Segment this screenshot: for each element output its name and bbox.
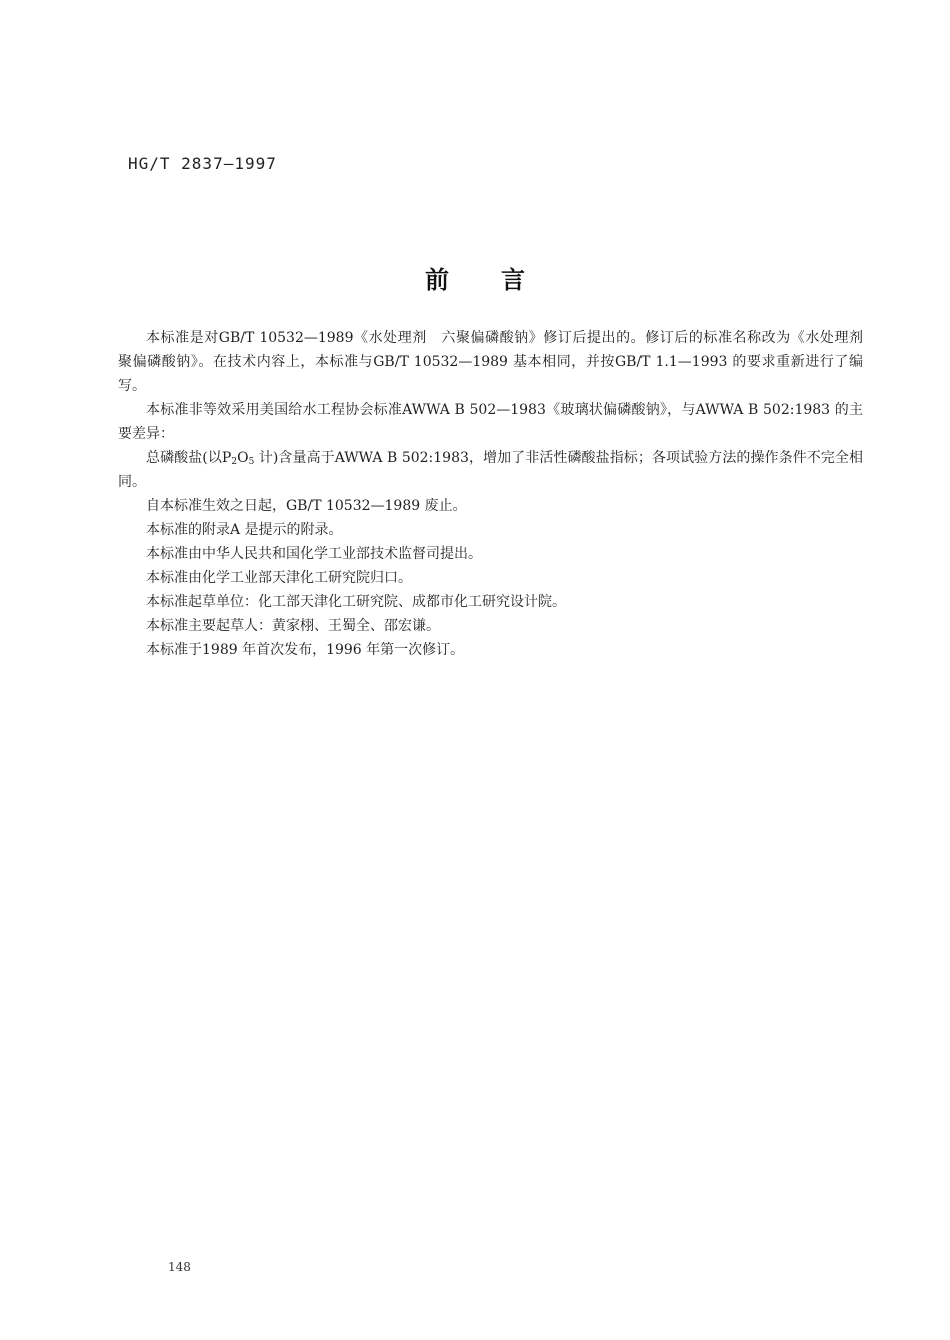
standard-code: HG/T 2837—1997 [128, 154, 277, 173]
page-title: 前言 [425, 266, 577, 294]
paragraph-proposer: 本标准由中华人民共和国化学工业部技术监督司提出。 [146, 546, 482, 562]
document-body [118, 326, 877, 662]
diff-text-pre: 总磷酸盐(以P [146, 450, 232, 466]
paragraph-appendix: 本标准的附录A 是提示的附录。 [146, 522, 343, 538]
paragraph-differences [118, 446, 863, 494]
paragraph-drafting-units: 本标准起草单位：化工部天津化工研究院、成都市化工研究设计院。 [146, 594, 566, 610]
subscript-2: 2 [231, 457, 238, 467]
paragraph-drafters: 本标准主要起草人：黄家栩、王蜀全、邵宏谦。 [146, 618, 440, 634]
diff-text-o: O [237, 450, 249, 466]
paragraph-supersede: 自本标准生效之日起，GB/T 10532—1989 废止。 [146, 498, 467, 514]
diff-text-post: 计)含量高于AWWA B 502:1983，增加了非活性磷酸盐指标；各项试验方法的操作条件不完全相同。 [118, 450, 863, 490]
paragraph-adoption: 本标准非等效采用美国给水工程协会标准AWWA B 502—1983《玻璃状偏磷酸钠》，与AWWA B 502:1983 的主要差异： [118, 402, 863, 442]
paragraph-history: 本标准于1989 年首次发布，1996 年第一次修订。 [146, 642, 465, 658]
subscript-5: 5 [248, 457, 255, 467]
paragraph-administrator: 本标准由化学工业部天津化工研究院归口。 [146, 570, 412, 586]
page-number: 148 [168, 1260, 191, 1274]
paragraph-revision: 本标准是对GB/T 10532—1989《水处理剂 六聚偏磷酸钠》修订后提出的。修订后的标准名称改为《水处理剂 聚偏磷酸钠》。在技术内容上，本标准与GB/T 10532—1989 基本相同，并按GB/T 1.1—1993 的要求重新进行了编写。 [118, 330, 877, 394]
